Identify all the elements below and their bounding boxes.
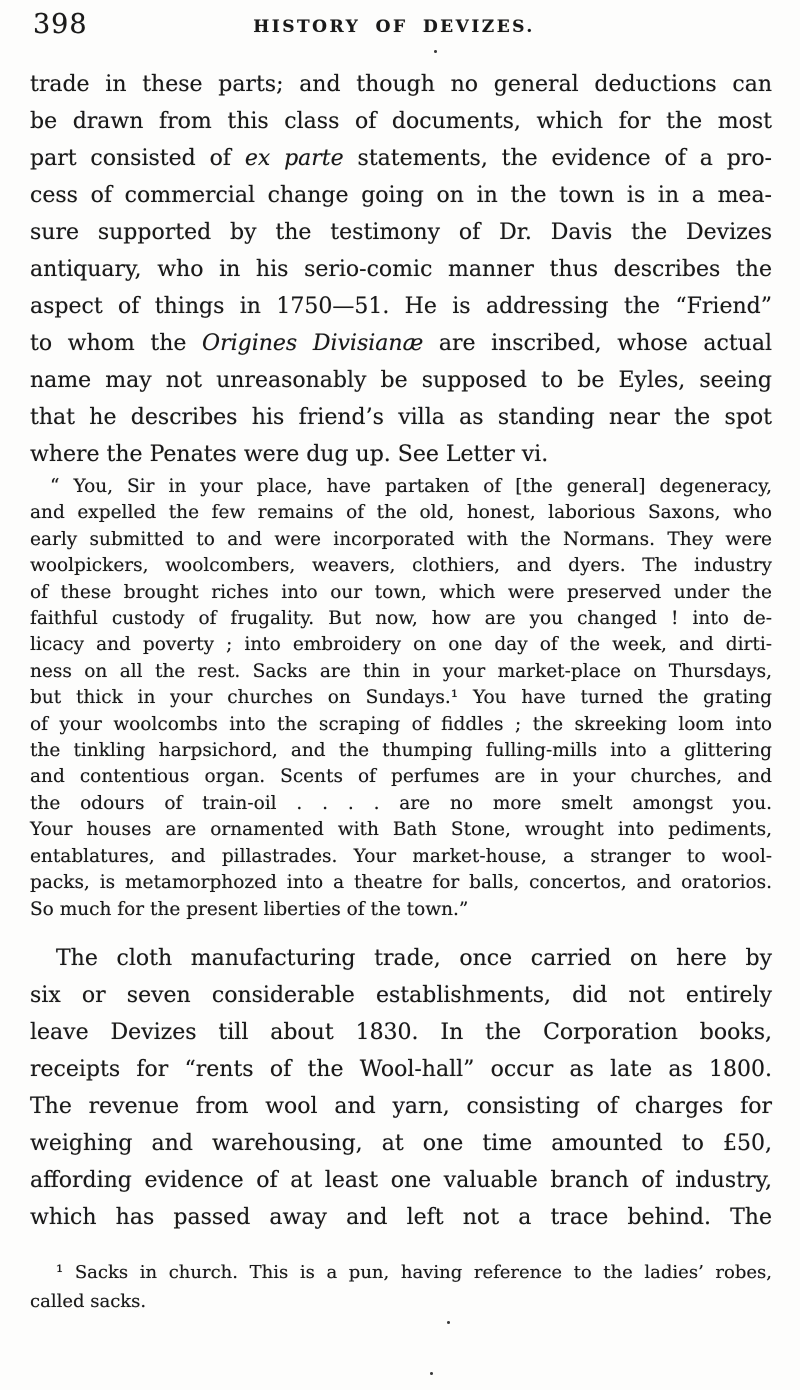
- text-line: be drawn from this class of documents, which for the most: [30, 109, 772, 134]
- italic-phrase: ex parte: [244, 146, 344, 171]
- text-line: “ You, Sir in your place, have partaken of [the general] degeneracy,: [50, 476, 772, 497]
- text-line: woolpickers, woolcombers, weavers, clothiers, and dyers. The industry: [30, 555, 772, 577]
- paragraph-main: [30, 66, 772, 473]
- text-line: and expelled the few remains of the old, honest, laborious Saxons, who: [30, 502, 772, 524]
- italic-phrase: Origines Divisianæ: [202, 331, 424, 356]
- running-title: HISTORY OF DEVIZES.: [253, 17, 535, 37]
- ink-speck: [434, 50, 437, 53]
- text-line: So much for the present liberties of the town.”: [30, 898, 469, 920]
- block-quotation: [30, 474, 772, 923]
- text-segment: part consisted of: [30, 146, 245, 171]
- text-segment: are inscribed, whose actual: [423, 331, 773, 356]
- text-line: six or seven considerable establishments, did not entirely: [30, 983, 772, 1008]
- text-line: of your woolcombs into the scraping of fiddles ; the skreeking loom into: [30, 713, 772, 735]
- paragraph-cloth-trade: [30, 940, 772, 1236]
- page-number: 398: [33, 9, 88, 40]
- text-line: the tinkling harpsichord, and the thumping fulling-mills into a glittering: [30, 740, 772, 762]
- text-line: [30, 140, 772, 177]
- text-line: leave Devizes till about 1830. In the Corporation books,: [30, 1020, 772, 1045]
- text-line: cess of commercial change going on in the town is in a mea-: [30, 183, 772, 208]
- text-line: ness on all the rest. Sacks are thin in your market-place on Thursdays,: [30, 660, 772, 682]
- text-line: antiquary, who in his serio-comic manner thus describes the: [30, 257, 772, 282]
- text-line: that he describes his friend’s villa as standing near the spot: [30, 405, 772, 430]
- text-line: which has passed away and left not a trace behind. The: [30, 1205, 772, 1230]
- footnote: [30, 1258, 772, 1316]
- text-line: where the Penates were dug up. See Letter vi.: [30, 442, 549, 467]
- text-line: called sacks.: [30, 1291, 147, 1312]
- text-segment: to whom the: [30, 331, 203, 356]
- text-line: weighing and warehousing, at one time amounted to £50,: [30, 1131, 772, 1156]
- text-line: early submitted to and were incorporated with the Normans. They were: [30, 528, 772, 550]
- text-line: trade in these parts; and though no general deductions can: [30, 72, 772, 97]
- text-line: aspect of things in 1750—51. He is addressing the “Friend”: [30, 294, 772, 319]
- text-line: of these brought riches into our town, which were preserved under the: [30, 581, 772, 603]
- text-segment: statements, the evidence of a pro-: [343, 146, 772, 171]
- text-line: licacy and poverty ; into embroidery on one day of the week, and dirti-: [30, 634, 772, 656]
- text-line: and contentious organ. Scents of perfumes are in your churches, and: [30, 766, 772, 788]
- ink-speck: [430, 1372, 433, 1375]
- text-line: Your houses are ornamented with Bath Stone, wrought into pediments,: [30, 819, 772, 841]
- text-line: The cloth manufacturing trade, once carried on here by: [56, 946, 772, 971]
- text-line: but thick in your churches on Sundays.¹ You have turned the grating: [30, 687, 772, 709]
- text-line: ¹ Sacks in church. This is a pun, having reference to the ladies’ robes,: [56, 1262, 772, 1283]
- text-line: affording evidence of at least one valuable branch of industry,: [30, 1168, 772, 1193]
- ink-speck: [447, 1321, 450, 1324]
- text-line: name may not unreasonably be supposed to be Eyles, seeing: [30, 368, 772, 393]
- text-line: sure supported by the testimony of Dr. Davis the Devizes: [30, 220, 772, 245]
- text-line: packs, is metamorphozed into a theatre for balls, concertos, and oratorios.: [30, 872, 772, 894]
- text-line: the odours of train-oil . . . . are no more smelt amongst you.: [30, 792, 772, 814]
- text-line: The revenue from wool and yarn, consisting of charges for: [30, 1094, 772, 1119]
- text-line: [30, 325, 772, 362]
- text-line: entablatures, and pillastrades. Your market-house, a stranger to wool-: [30, 845, 772, 867]
- text-line: receipts for “rents of the Wool-hall” occur as late as 1800.: [30, 1057, 772, 1082]
- text-line: faithful custody of frugality. But now, how are you changed ! into de-: [30, 608, 772, 630]
